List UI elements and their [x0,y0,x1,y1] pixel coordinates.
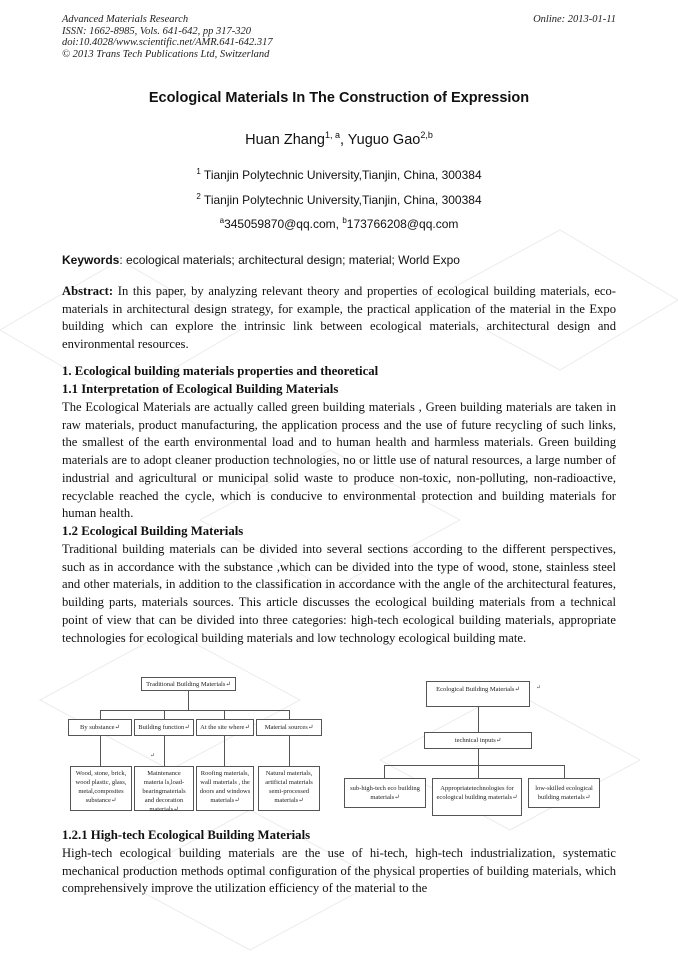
online-date: Online: 2013-01-11 [533,14,616,25]
abstract [62,283,616,354]
abstract-label: Abstract: [62,284,114,298]
diagram-connector [289,736,290,766]
diagram-connector [100,710,289,711]
diagram-connector [224,710,225,719]
diagram-connector [384,765,385,778]
diagram-level2-box: Maintenance materia ls,load-bearingmaterials and decoration materials↵ [134,766,194,811]
author-1-sup: 1, a [324,130,340,140]
diagram-connector [224,736,225,766]
stray-return-mark: ↵ [536,685,542,691]
stray-return-mark: ↵ [150,753,156,759]
diagram-connector [478,765,479,778]
paper-title: Ecological Materials In The Construction of Expression [148,90,530,106]
diagram-connector [164,710,165,719]
diagram-root-traditional: Traditional Building Materials↵ [141,677,236,691]
diagram-connector [384,765,564,766]
diagram-level1-box: At the site where↵ [196,719,254,736]
keywords-text: : ecological materials; architectural design; material; World Expo [119,253,460,267]
diagram-connector [100,710,101,719]
keywords-label: Keywords [62,253,120,267]
copyright-line: © 2013 Trans Tech Publications Ltd, Switzerland [62,48,270,60]
section-1-1-text: The Ecological Materials are actually called green building materials , Green building materials are taken in raw materials, product manufacturing, the application process and the use of future recycling of such links, the smallest of the earth environmental load and to human health and harmless materials. Green building materials are to adopt cleaner production technologies, no or little use of natural resources, a large number of industrial and agricultural or municipal solid waste to produce non-toxic, non-polluting, non-radioactive, recyclable reached the cycle, which is conducive to environmental protection and building materials for human health. [62,400,616,521]
abstract-text: In this paper, by analyzing relevant theory and properties of ecological building materials, eco-materials in architectural design strategy, for example, the practical application of the material in the Expo building which can explore the intrinsic link between ecological materials, architectural design and environmental resources. [62,284,616,352]
section-1-2-1-heading: 1.2.1 High-tech Ecological Building Materials [62,828,311,842]
section-1-2-text: Traditional building materials can be divided into several sections according to the different perspectives, such as in accordance with the substance ,which can be divided into the type of wood, stone, stainless steel and other materials, in addition to the classification in accordance with the angle of the architectural features, building parts, materials sources. This article discusses the ecological building materials from a technical point of view that can be divided into three categories: high-tech ecological building materials, appropriate technologies for ecological building materials and low technology ecological building mate. [62,542,616,645]
section-1-heading: 1. Ecological building materials properties and theoretical [62,364,379,378]
diagram-level1-box: Building function↵ [134,719,194,736]
author-separator: , [339,131,348,148]
journal-header [62,14,273,60]
diagram-connector [100,736,101,766]
diagram-root-ecological: Ecological Building Materials↵ [426,681,530,707]
diagram-connector [188,691,189,710]
affiliation-1: $^1$ Tianjin Polytechnic University,Tianjin, China, 300384 [196,167,482,182]
author-line [0,130,678,148]
doi-line: doi:10.4028/www.scientific.net/AMR.641-642.317 [62,37,273,48]
issn-line: ISSN: 1662-8985, Vols. 641-642, pp 317-320 [62,25,251,37]
diagram-connector [164,736,165,766]
diagram-level2-box: low-skilled ecological building materials↵ [528,778,600,808]
diagram-level2-box: Wood, stone, brick, wood plastic, glass, metal,composites substance↵ [70,766,132,811]
keywords [62,253,616,267]
diagram-level2-box: sub-high-tech eco building materials↵ [344,778,426,808]
diagram-level2-box: Appropriatetechnologies for ecological building materials↵ [432,778,522,816]
diagram-connector [289,710,290,719]
diagram-level1-box: Material sources↵ [256,719,322,736]
section-1-2-heading: 1.2 Ecological Building Materials [62,524,244,538]
diagram-level2-box: Natural materials, artificial materials semi-processed materials↵ [258,766,320,811]
diagram-technical-inputs: technical inputs↵ [424,732,532,749]
diagram-connector [564,765,565,778]
affiliation-2: $^2$ Tianjin Polytechnic University,Tianjin, China, 300384 [196,192,482,207]
diagram-level2-box: Roofing materials, wall materials , the doors and windows materials↵ [196,766,254,811]
section-1-1-heading: 1.1 Interpretation of Ecological Building Materials [62,382,339,396]
email-b: 173766208@qq.com [346,217,459,231]
author-2-sup: 2,b [420,130,433,140]
diagram-level1-box: By substance↵ [68,719,132,736]
diagram-connector [478,707,479,732]
section-1-2-1-text: High-tech ecological building materials are the use of hi-tech, high-tech industrialization, systematic mechanical production methods optimal configuration of the physical properties of building materials, which comprehensively improve the utilization efficiency of the material to the [62,846,616,896]
diagram-connector [478,749,479,765]
email-line: $^a$345059870@qq.com, $^b$173766208@qq.com [219,216,459,231]
author-2: Yuguo Gao [347,131,421,148]
author-1: Huan Zhang [245,131,325,148]
journal-name: Advanced Materials Research [62,14,189,25]
email-a: 345059870@qq.com, [224,217,343,231]
